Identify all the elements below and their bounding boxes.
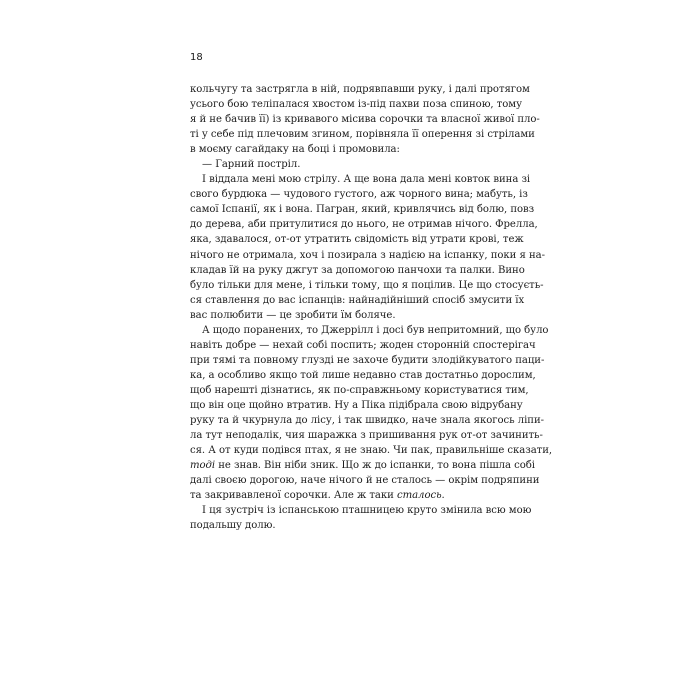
text-line xyxy=(190,142,512,157)
text-line xyxy=(190,413,544,428)
text-line xyxy=(190,112,540,127)
text-run: самої Іспанії, як і вона. Пагран, який, кривлячись від болю, повз xyxy=(190,204,535,216)
text-run: свого бурдюка — чудового густого, аж чорного вина; мабуть, із xyxy=(190,189,528,201)
text-run: навіть добре — нехай собі поспить; жоден сторонній спостерігач xyxy=(190,339,536,351)
text-run: — Гарний постріл. xyxy=(202,159,301,171)
text-line xyxy=(190,503,532,518)
text-run: руку та й чкурнула до лісу, і так швидко, наче знала якогось ліпи- xyxy=(190,415,544,427)
paragraph xyxy=(190,172,546,322)
text-line xyxy=(190,383,529,398)
text-line xyxy=(190,172,531,187)
text-line xyxy=(190,187,528,202)
paragraph xyxy=(190,503,532,533)
paragraph xyxy=(190,323,553,504)
paragraph xyxy=(190,82,540,157)
text-line xyxy=(190,248,546,263)
text-line xyxy=(190,398,523,413)
text-line xyxy=(190,368,536,383)
text-run: вас полюбити — це зробити їм боляче. xyxy=(190,309,396,321)
italic-text: тоді xyxy=(190,460,216,472)
text-line xyxy=(190,458,535,473)
text-line xyxy=(190,293,525,308)
text-line xyxy=(190,353,545,368)
text-run: далі своєю дорогою, наче нічого й не сталось — окрім подряпини xyxy=(190,475,540,487)
text-run: ті у себе під плечовим згином, порівняла її оперення зі стрілами xyxy=(190,129,535,141)
text-line xyxy=(190,323,549,338)
text-run: І віддала мені мою стрілу. А ще вона дала мені ковток вина зі xyxy=(202,174,531,186)
text-line xyxy=(190,518,512,533)
text-line xyxy=(190,443,553,458)
body-text xyxy=(190,82,553,533)
text-line xyxy=(190,97,523,112)
text-run: яка, здавалося, от-от утратить свідомість від утрати крові, теж xyxy=(190,234,524,246)
text-run: до дерева, аби притулитися до нього, не отримав нічого. Фрелла, xyxy=(190,219,538,231)
text-run: ся ставлення до вас іспанців: найнадійніший спосіб змусити їх xyxy=(190,294,525,306)
text-run: було тільки для мене, і тільки тому, що я поцілив. Це що стосуєть- xyxy=(190,279,544,291)
text-run: ся. А от куди подівся птах, я не знаю. Чи пак, правильніше сказати, xyxy=(190,445,553,457)
text-run: ла тут неподалік, чия шаражка з пришивання рук от-от зачинить- xyxy=(190,430,543,442)
text-run: усього бою теліпалася хвостом із-під пахви поза спиною, тому xyxy=(190,99,523,111)
text-line xyxy=(190,263,525,278)
text-line xyxy=(190,278,544,293)
text-run: . xyxy=(441,490,445,502)
text-run: кладав їй на руку джгут за допомогою панчохи та палки. Вино xyxy=(190,264,525,276)
text-run: нічого не отримала, хоч і позирала з надією на іспанку, поки я на- xyxy=(190,249,546,261)
text-run: подальшу долю. xyxy=(190,520,276,532)
text-run: в моєму сагайдаку на боці і промовила: xyxy=(190,144,400,156)
text-run: що він оце щойно втратив. Ну а Піка підібрала свою відрубану xyxy=(190,399,523,411)
text-line xyxy=(190,157,512,172)
italic-text: сталось xyxy=(396,490,442,502)
text-line xyxy=(190,338,536,353)
text-run: кольчугу та застрягла в ній, подрявпавши руку, і далі протягом xyxy=(190,84,530,95)
text-run: ка, а особливо якщо той лише недавно став достатньо дорослим, xyxy=(190,369,536,381)
text-run: А щодо поранених, то Джеррілл і досі був непритомний, що було xyxy=(202,324,549,336)
text-line xyxy=(190,428,543,443)
text-line xyxy=(190,308,512,323)
text-line xyxy=(190,232,524,247)
text-run: не знав. Він ніби зник. Що ж до іспанки, то вона пішла собі xyxy=(215,460,535,472)
text-line xyxy=(190,217,538,232)
paragraph xyxy=(190,157,512,172)
text-line xyxy=(190,82,530,97)
text-run: я й не бачив її) із кривавого місива сорочки та власної живої пло- xyxy=(190,114,540,126)
text-run: при тямі та повному глузді не захоче будити злодійкуватого паци- xyxy=(190,354,545,366)
text-run: І ця зустріч із іспанською пташницею круто змінила всю мою xyxy=(202,505,532,517)
text-line xyxy=(190,488,512,503)
text-line xyxy=(190,473,540,488)
text-line xyxy=(190,127,535,142)
text-run: та закривавленої сорочки. Але ж таки xyxy=(190,490,397,502)
text-run: щоб нарешті дізнатись, як по-справжньому користуватися тим, xyxy=(190,384,529,396)
text-line xyxy=(190,202,535,217)
page-number: 18 xyxy=(190,52,203,63)
